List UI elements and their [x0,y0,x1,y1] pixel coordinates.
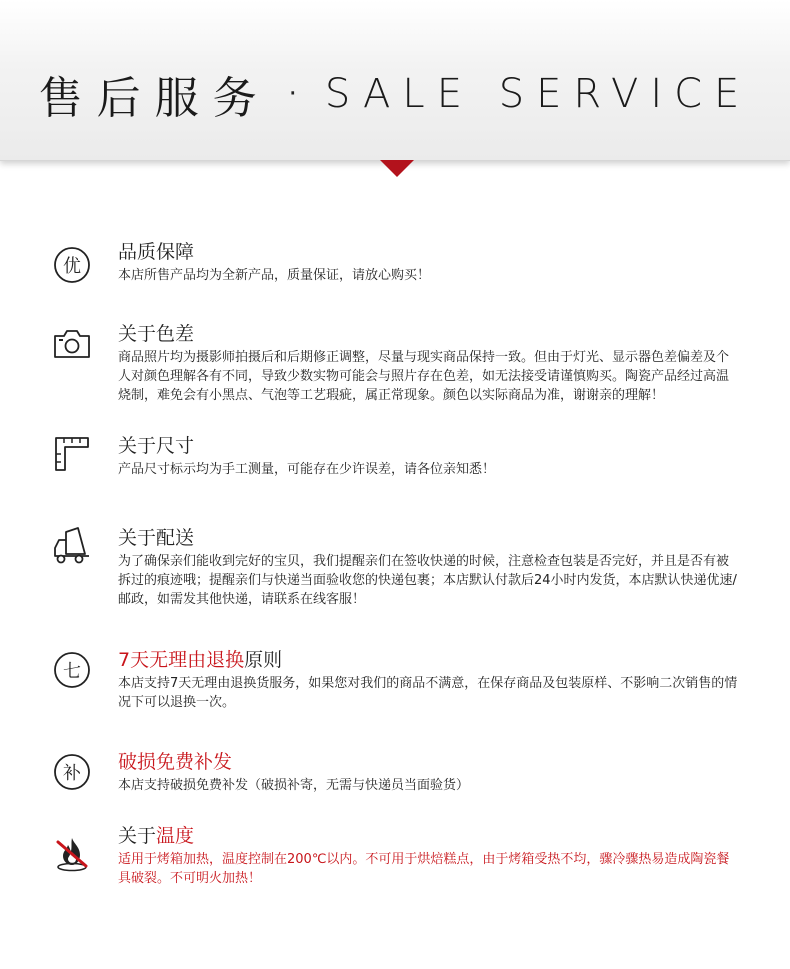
no-fire-icon [52,834,92,874]
item-description: 商品照片均为摄影师拍摄后和后期修正调整，尽量与现实商品保持一致。但由于灯光、显示器色差偏差及个人对颜色理解各有不同，导致少数实物可能会与照片存在色差，如无法接受请谨慎购买。陶瓷产品经过高温烧制，难免会有小黑点、气泡等工艺瑕疵，属正常现象。颜色以实际商品为准，谢谢亲的理解！ [118,350,730,403]
title-separator: · [288,79,297,109]
svg-text:优: 优 [63,256,81,277]
header-banner [0,0,790,161]
item-title: 关于色差 [118,323,195,345]
ruler-icon [52,434,92,474]
item-title-rest: 原则 [244,649,283,671]
item-title-prefix: 关于 [118,825,157,847]
camera-icon [52,324,92,364]
item-title-highlight: 7天无理由退换 [118,649,245,671]
seven-days-icon [52,650,92,690]
item-title [118,648,282,672]
quality-badge-icon [52,245,92,285]
item-title [118,750,232,774]
item-description: 为了确保亲们能收到完好的宝贝，我们提醒亲们在签收快递的时候，注意检查包装是否完好，并且是否有被拆过的痕迹哦；提醒亲们与快递当面验收您的快递包裹；本店默认付款后24小时内发货，本店默认快递优速/邮政，如需发其他快递，请联系在线客服！ [118,554,737,607]
item-description: 本店支持破损免费补发（破损补寄，无需与快递员当面验货） [118,778,470,793]
title-chinese: 售后服务 [38,73,271,124]
item-description: 适用于烤箱加热，温度控制在200℃以内。不可用于烘焙糕点，由于烤箱受热不均，骤冷骤热易造成陶瓷餐具破裂。不可明火加热！ [118,852,730,886]
header-pointer-triangle [380,160,414,177]
header-title [0,62,790,126]
item-description: 本店所售产品均为全新产品，质量保证，请放心购买！ [118,268,431,283]
item-title [118,824,194,848]
item-description: 本店支持7天无理由退换货服务，如果您对我们的商品不满意，在保存商品及包装原样、不影响二次销售的情况下可以退换一次。 [118,676,738,710]
item-title: 品质保障 [118,241,195,263]
delivery-truck-icon [52,526,92,566]
replacement-icon [52,752,92,792]
item-title-highlight: 温度 [156,825,195,847]
item-description: 产品尺寸标示均为手工测量，可能存在少许误差，请各位亲知悉！ [118,462,496,477]
svg-text:补: 补 [63,763,81,784]
item-title-highlight: 破损免费补发 [118,751,233,773]
title-english: SALE SERVICE [324,71,752,117]
svg-text:七: 七 [63,661,81,682]
item-title: 关于尺寸 [118,435,195,457]
item-title: 关于配送 [118,527,195,549]
